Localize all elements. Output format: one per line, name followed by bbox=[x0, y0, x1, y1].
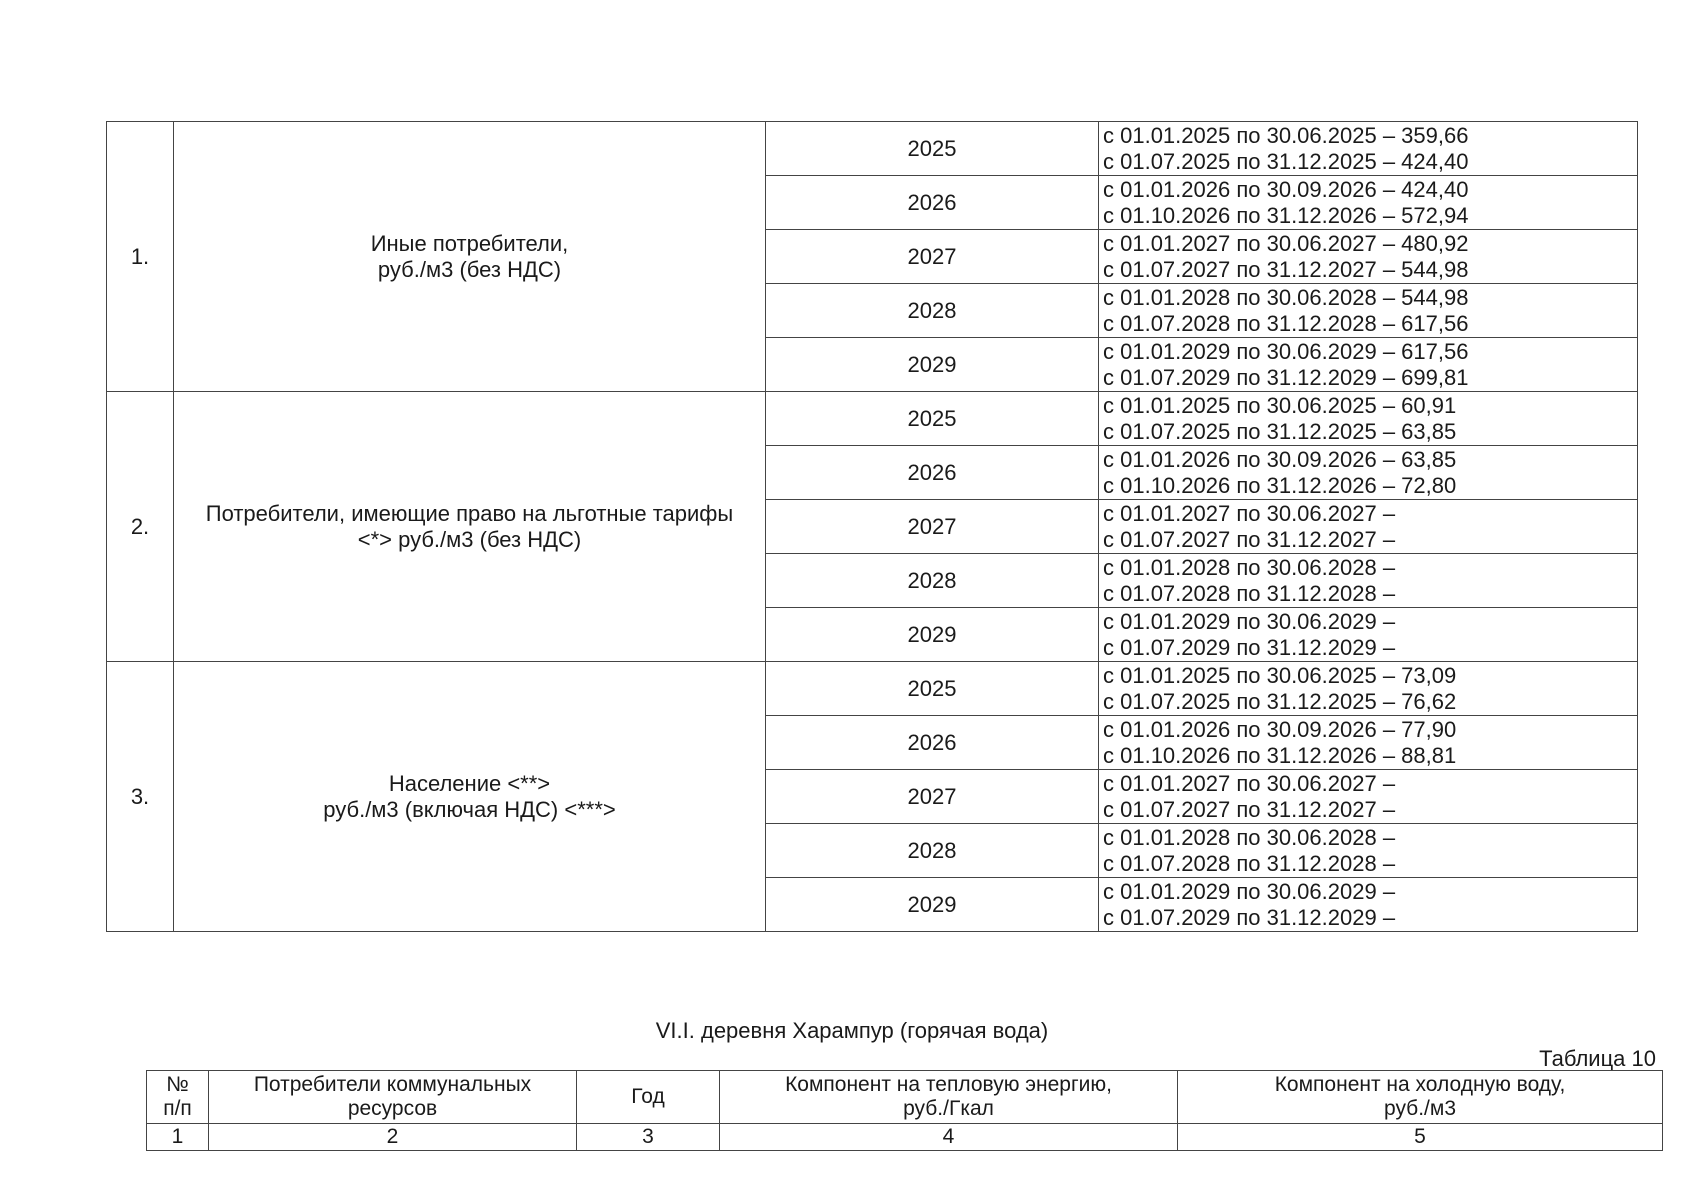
table-row bbox=[107, 662, 1638, 716]
tariff-period-line: с 01.01.2025 по 30.06.2025 – 60,91 bbox=[1103, 392, 1457, 418]
table-label: Таблица 10 bbox=[1539, 1046, 1656, 1071]
tariff-periods-cell bbox=[1099, 122, 1638, 176]
tariff-period-line: с 01.07.2029 по 31.12.2029 – 699,81 bbox=[1103, 364, 1469, 390]
year-cell: 2025 bbox=[766, 662, 1099, 716]
row-number: 2. bbox=[130, 513, 150, 539]
column-number-cell: 4 bbox=[720, 1124, 1178, 1151]
tariff-period-line: с 01.01.2027 по 30.06.2027 – 480,92 bbox=[1103, 230, 1469, 256]
tariff-period-line: с 01.01.2026 по 30.09.2026 – 63,85 bbox=[1103, 446, 1457, 472]
tariff-periods-cell bbox=[1099, 716, 1638, 770]
year-cell: 2027 bbox=[766, 500, 1099, 554]
tariff-period-line: с 01.07.2029 по 31.12.2029 – bbox=[1103, 904, 1396, 930]
tariff-period-line: с 01.07.2025 по 31.12.2025 – 63,85 bbox=[1103, 418, 1457, 444]
tariff-period-line: с 01.01.2026 по 30.09.2026 – 77,90 bbox=[1103, 716, 1457, 742]
tariff-period-line: с 01.10.2026 по 31.12.2026 – 72,80 bbox=[1103, 472, 1457, 498]
consumer-text-line: руб./м3 (включая НДС) <***> bbox=[323, 796, 616, 822]
tariff-period-line: с 01.07.2028 по 31.12.2028 – bbox=[1103, 850, 1396, 876]
year-cell: 2029 bbox=[766, 878, 1099, 932]
tariff-periods-cell bbox=[1099, 284, 1638, 338]
row-number-cell bbox=[107, 662, 174, 932]
tariff-table bbox=[106, 121, 1638, 932]
tariff-periods-cell bbox=[1099, 392, 1638, 446]
column-header-line: № bbox=[166, 1073, 189, 1096]
column-header-line: Потребители коммунальных bbox=[253, 1073, 532, 1096]
column-header-line: ресурсов bbox=[347, 1097, 438, 1120]
year-cell: 2027 bbox=[766, 230, 1099, 284]
table-row bbox=[107, 122, 1638, 176]
tariff-period-line: с 01.07.2025 по 31.12.2025 – 76,62 bbox=[1103, 688, 1457, 714]
header-row bbox=[147, 1071, 1663, 1124]
year-cell: 2029 bbox=[766, 338, 1099, 392]
year-cell: 2028 bbox=[766, 554, 1099, 608]
table-row bbox=[107, 392, 1638, 446]
column-number-cell: 1 bbox=[147, 1124, 209, 1151]
tariff-period-line: с 01.10.2026 по 31.12.2026 – 572,94 bbox=[1103, 202, 1469, 228]
tariff-periods-cell bbox=[1099, 446, 1638, 500]
row-number-cell bbox=[107, 122, 174, 392]
year-cell: 2029 bbox=[766, 608, 1099, 662]
column-header bbox=[1178, 1071, 1663, 1124]
consumer-cell bbox=[174, 662, 766, 932]
tariff-period-line: с 01.01.2028 по 30.06.2028 – bbox=[1103, 554, 1396, 580]
column-header-line: п/п bbox=[163, 1097, 192, 1120]
column-header bbox=[147, 1071, 209, 1124]
consumer-cell bbox=[174, 392, 766, 662]
consumer-text-line: руб./м3 (без НДС) bbox=[377, 256, 562, 282]
year-cell: 2025 bbox=[766, 122, 1099, 176]
tariff-period-line: с 01.01.2026 по 30.09.2026 – 424,40 bbox=[1103, 176, 1469, 202]
consumer-cell bbox=[174, 122, 766, 392]
row-number: 3. bbox=[130, 783, 150, 809]
tariff-periods-cell bbox=[1099, 824, 1638, 878]
year-cell: 2026 bbox=[766, 446, 1099, 500]
row-number-cell bbox=[107, 392, 174, 662]
tariff-period-line: с 01.01.2027 по 30.06.2027 – bbox=[1103, 500, 1396, 526]
tariff-periods-cell bbox=[1099, 770, 1638, 824]
column-header bbox=[720, 1071, 1178, 1124]
tariff-period-line: с 01.10.2026 по 31.12.2026 – 88,81 bbox=[1103, 742, 1457, 768]
table-10-header bbox=[146, 1070, 1663, 1151]
consumer-text-line: Потребители, имеющие право на льготные тарифы bbox=[205, 500, 734, 526]
tariff-period-line: с 01.01.2028 по 30.06.2028 – 544,98 bbox=[1103, 284, 1469, 310]
tariff-period-line: с 01.07.2027 по 31.12.2027 – bbox=[1103, 796, 1396, 822]
consumer-text-line: Население <**> bbox=[388, 770, 551, 796]
year-cell: 2028 bbox=[766, 824, 1099, 878]
year-cell: 2028 bbox=[766, 284, 1099, 338]
column-number-cell: 5 bbox=[1178, 1124, 1663, 1151]
tariff-period-line: с 01.01.2025 по 30.06.2025 – 359,66 bbox=[1103, 122, 1469, 148]
column-number-cell: 2 bbox=[209, 1124, 577, 1151]
column-header-line: Компонент на тепловую энергию, bbox=[785, 1073, 1112, 1096]
tariff-period-line: с 01.01.2029 по 30.06.2029 – bbox=[1103, 608, 1396, 634]
tariff-period-line: с 01.07.2027 по 31.12.2027 – 544,98 bbox=[1103, 256, 1469, 282]
tariff-period-line: с 01.01.2027 по 30.06.2027 – bbox=[1103, 770, 1396, 796]
tariff-period-line: с 01.01.2029 по 30.06.2029 – 617,56 bbox=[1103, 338, 1469, 364]
consumer-text-line: Иные потребители, bbox=[370, 230, 569, 256]
column-header bbox=[577, 1071, 720, 1124]
tariff-period-line: с 01.07.2025 по 31.12.2025 – 424,40 bbox=[1103, 148, 1469, 174]
column-header-line: Год bbox=[631, 1085, 665, 1108]
tariff-period-line: с 01.01.2025 по 30.06.2025 – 73,09 bbox=[1103, 662, 1457, 688]
tariff-periods-cell bbox=[1099, 554, 1638, 608]
tariff-table-body bbox=[107, 122, 1638, 932]
tariff-periods-cell bbox=[1099, 230, 1638, 284]
column-numbers-row bbox=[147, 1124, 1663, 1151]
year-cell: 2027 bbox=[766, 770, 1099, 824]
tariff-periods-cell bbox=[1099, 878, 1638, 932]
column-header-line: руб./Гкал bbox=[903, 1097, 994, 1120]
year-cell: 2025 bbox=[766, 392, 1099, 446]
tariff-period-line: с 01.07.2028 по 31.12.2028 – bbox=[1103, 580, 1396, 606]
tariff-periods-cell bbox=[1099, 608, 1638, 662]
tariff-periods-cell bbox=[1099, 176, 1638, 230]
section-title: VI.I. деревня Харампур (горячая вода) bbox=[655, 1018, 1049, 1043]
tariff-periods-cell bbox=[1099, 662, 1638, 716]
tariff-period-line: с 01.01.2028 по 30.06.2028 – bbox=[1103, 824, 1396, 850]
column-header-line: руб./м3 bbox=[1384, 1097, 1456, 1120]
tariff-periods-cell bbox=[1099, 338, 1638, 392]
column-header bbox=[209, 1071, 577, 1124]
tariff-periods-cell bbox=[1099, 500, 1638, 554]
row-number: 1. bbox=[130, 243, 150, 269]
year-cell: 2026 bbox=[766, 176, 1099, 230]
tariff-period-line: с 01.07.2027 по 31.12.2027 – bbox=[1103, 526, 1396, 552]
year-cell: 2026 bbox=[766, 716, 1099, 770]
tariff-period-line: с 01.07.2029 по 31.12.2029 – bbox=[1103, 634, 1396, 660]
consumer-text-line: <*> руб./м3 (без НДС) bbox=[357, 526, 582, 552]
tariff-period-line: с 01.07.2028 по 31.12.2028 – 617,56 bbox=[1103, 310, 1469, 336]
column-number-cell: 3 bbox=[577, 1124, 720, 1151]
column-header-line: Компонент на холодную воду, bbox=[1274, 1073, 1566, 1096]
tariff-period-line: с 01.01.2029 по 30.06.2029 – bbox=[1103, 878, 1396, 904]
